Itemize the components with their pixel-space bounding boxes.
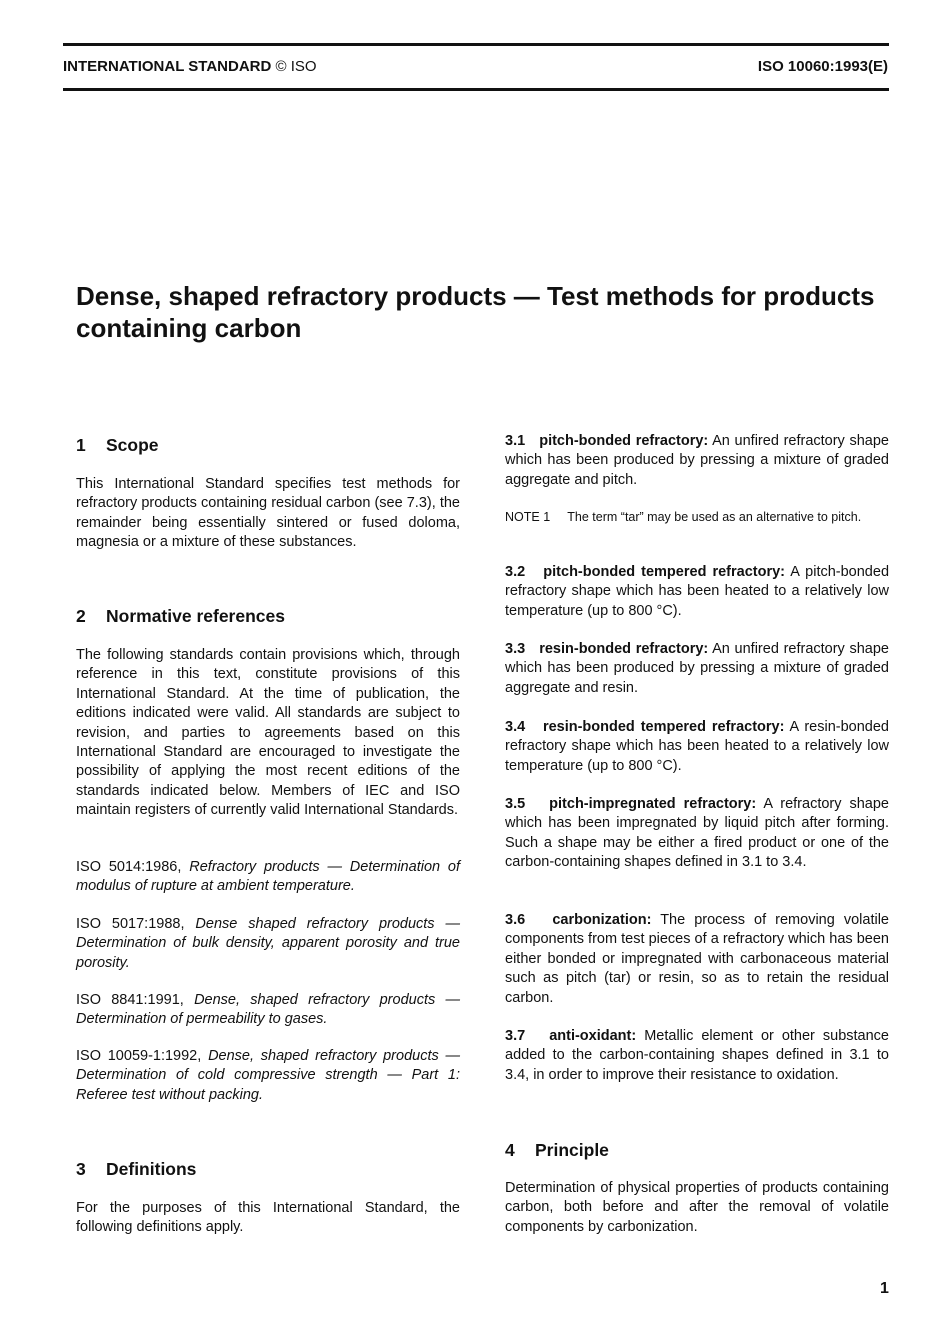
header-standard-label [63, 58, 317, 75]
definition-item [505, 911, 889, 1008]
ref-title: Dense, shaped refractory products — Determination of permeability to gases. [76, 992, 460, 1028]
ref-code: ISO 10059-1:1992, [76, 1048, 202, 1064]
section-title: Principle [535, 1140, 609, 1160]
definition-item [505, 640, 889, 698]
section-heading-definitions [76, 1159, 196, 1180]
def-number: 3.2 [505, 564, 526, 580]
definition-item [505, 432, 889, 490]
ref-title: Refractory products — Determination of modulus of rupture at ambient temperature. [76, 859, 461, 895]
reference-item [76, 915, 460, 973]
definition-item [505, 718, 889, 776]
def-term: anti-oxidant: [549, 1028, 637, 1044]
page-number: 1 [880, 1280, 889, 1297]
def-term: pitch-impregnated refractory: [549, 796, 757, 812]
reference-item [76, 858, 460, 897]
section-title: Scope [106, 435, 159, 455]
normative-paragraph: The following standards contain provisions which, through reference in this text, constitute provisions of this International Standard. At the time of publication, the editions indicated were valid. All standards are subject to revision, and parties to agreements based on this International Standard are encouraged to investigate the possibility of applying the most recent editions of the standards indicated below. Members of IEC and ISO maintain registers of currently valid International Standards. [76, 647, 460, 819]
section-title: Definitions [106, 1159, 197, 1179]
def-term: resin-bonded refractory: [539, 641, 709, 657]
def-number: 3.7 [505, 1028, 526, 1044]
def-term: pitch-bonded refractory: [539, 433, 709, 449]
def-text: A refractory shape which has been impregnated by liquid pitch after forming. Such a shape may be either a fired product or one of the carbon-containing shapes defined in 3.1 to 3.4. [505, 796, 889, 871]
document-title: Dense, shaped refractory products — Test methods for products containing carbon [76, 281, 875, 343]
copyright-iso: © ISO [275, 58, 317, 75]
header-left-text: INTERNATIONAL STANDARD [63, 58, 272, 75]
def-term: resin-bonded tempered refractory: [542, 719, 785, 735]
def-term: carbonization: [552, 912, 652, 928]
principle-paragraph: Determination of physical properties of products containing carbon, both before and after the removal of volatile components by carbonization. [505, 1180, 889, 1235]
def-text: An unfired refractory shape which has been produced by pressing a mixture of graded aggregate and pitch. [505, 433, 889, 488]
def-number: 3.5 [505, 796, 526, 812]
ref-code: ISO 5017:1988, [76, 916, 185, 932]
def-text: Metallic element or other substance added to the carbon-containing shapes defined in 3.1 to 3.4, in order to improve their resistance to oxidation. [505, 1028, 889, 1083]
section-heading-normative [76, 606, 285, 627]
def-text: A resin-bonded refractory shape which has been heated to a relatively low temperature (up to 800 °C). [505, 719, 889, 774]
header-rule-top [63, 43, 889, 46]
def-number: 3.6 [505, 912, 526, 928]
section-number: 2 [76, 606, 86, 626]
definition-item [505, 563, 889, 621]
ref-code: ISO 8841:1991, [76, 992, 184, 1008]
reference-item [76, 1047, 460, 1105]
scope-paragraph: This International Standard specifies test methods for refractory products containing residual carbon (see 7.3), the remainder being essentially sintered or fused doloma, magnesia or a mixture of these substances. [76, 476, 460, 551]
note [505, 508, 889, 527]
definition-item [505, 1027, 889, 1085]
section-title: Normative references [106, 606, 285, 626]
def-text: The process of removing volatile components from test pieces of a refractory which has been either bonded or impregnated with carbonaceous material such as pitch (tar) or resin, so as to retain the residual carbon. [505, 912, 889, 1006]
definition-item [505, 795, 889, 873]
definitions-paragraph: For the purposes of this International Standard, the following definitions apply. [76, 1200, 460, 1236]
section-number: 1 [76, 435, 86, 455]
ref-title: Dense shaped refractory products — Determination of bulk density, apparent porosity and true porosity. [76, 916, 460, 971]
header-rule-bottom [63, 88, 889, 91]
def-number: 3.3 [505, 641, 526, 657]
ref-title: Dense, shaped refractory products — Determination of cold compressive strength — Part 1: Referee test without packing. [76, 1048, 460, 1103]
note-text: The term “tar” may be used as an alternative to pitch. [567, 510, 862, 524]
def-number: 3.1 [505, 433, 526, 449]
def-text: An unfired refractory shape which has been produced by pressing a mixture of graded aggregate and resin. [505, 641, 889, 696]
def-text: A pitch-bonded refractory shape which has been heated to a relatively low temperature (up to 800 °C). [505, 564, 890, 619]
ref-code: ISO 5014:1986, [76, 859, 182, 875]
def-number: 3.4 [505, 719, 526, 735]
section-number: 4 [505, 1140, 515, 1160]
section-heading-scope [76, 435, 159, 456]
note-label: NOTE 1 [505, 510, 551, 524]
section-heading-principle [505, 1140, 609, 1161]
def-term: pitch-bonded tempered refractory: [543, 564, 785, 580]
reference-item [76, 991, 460, 1030]
header-doc-number: ISO 10060:1993(E) [757, 58, 888, 75]
section-number: 3 [76, 1159, 86, 1179]
